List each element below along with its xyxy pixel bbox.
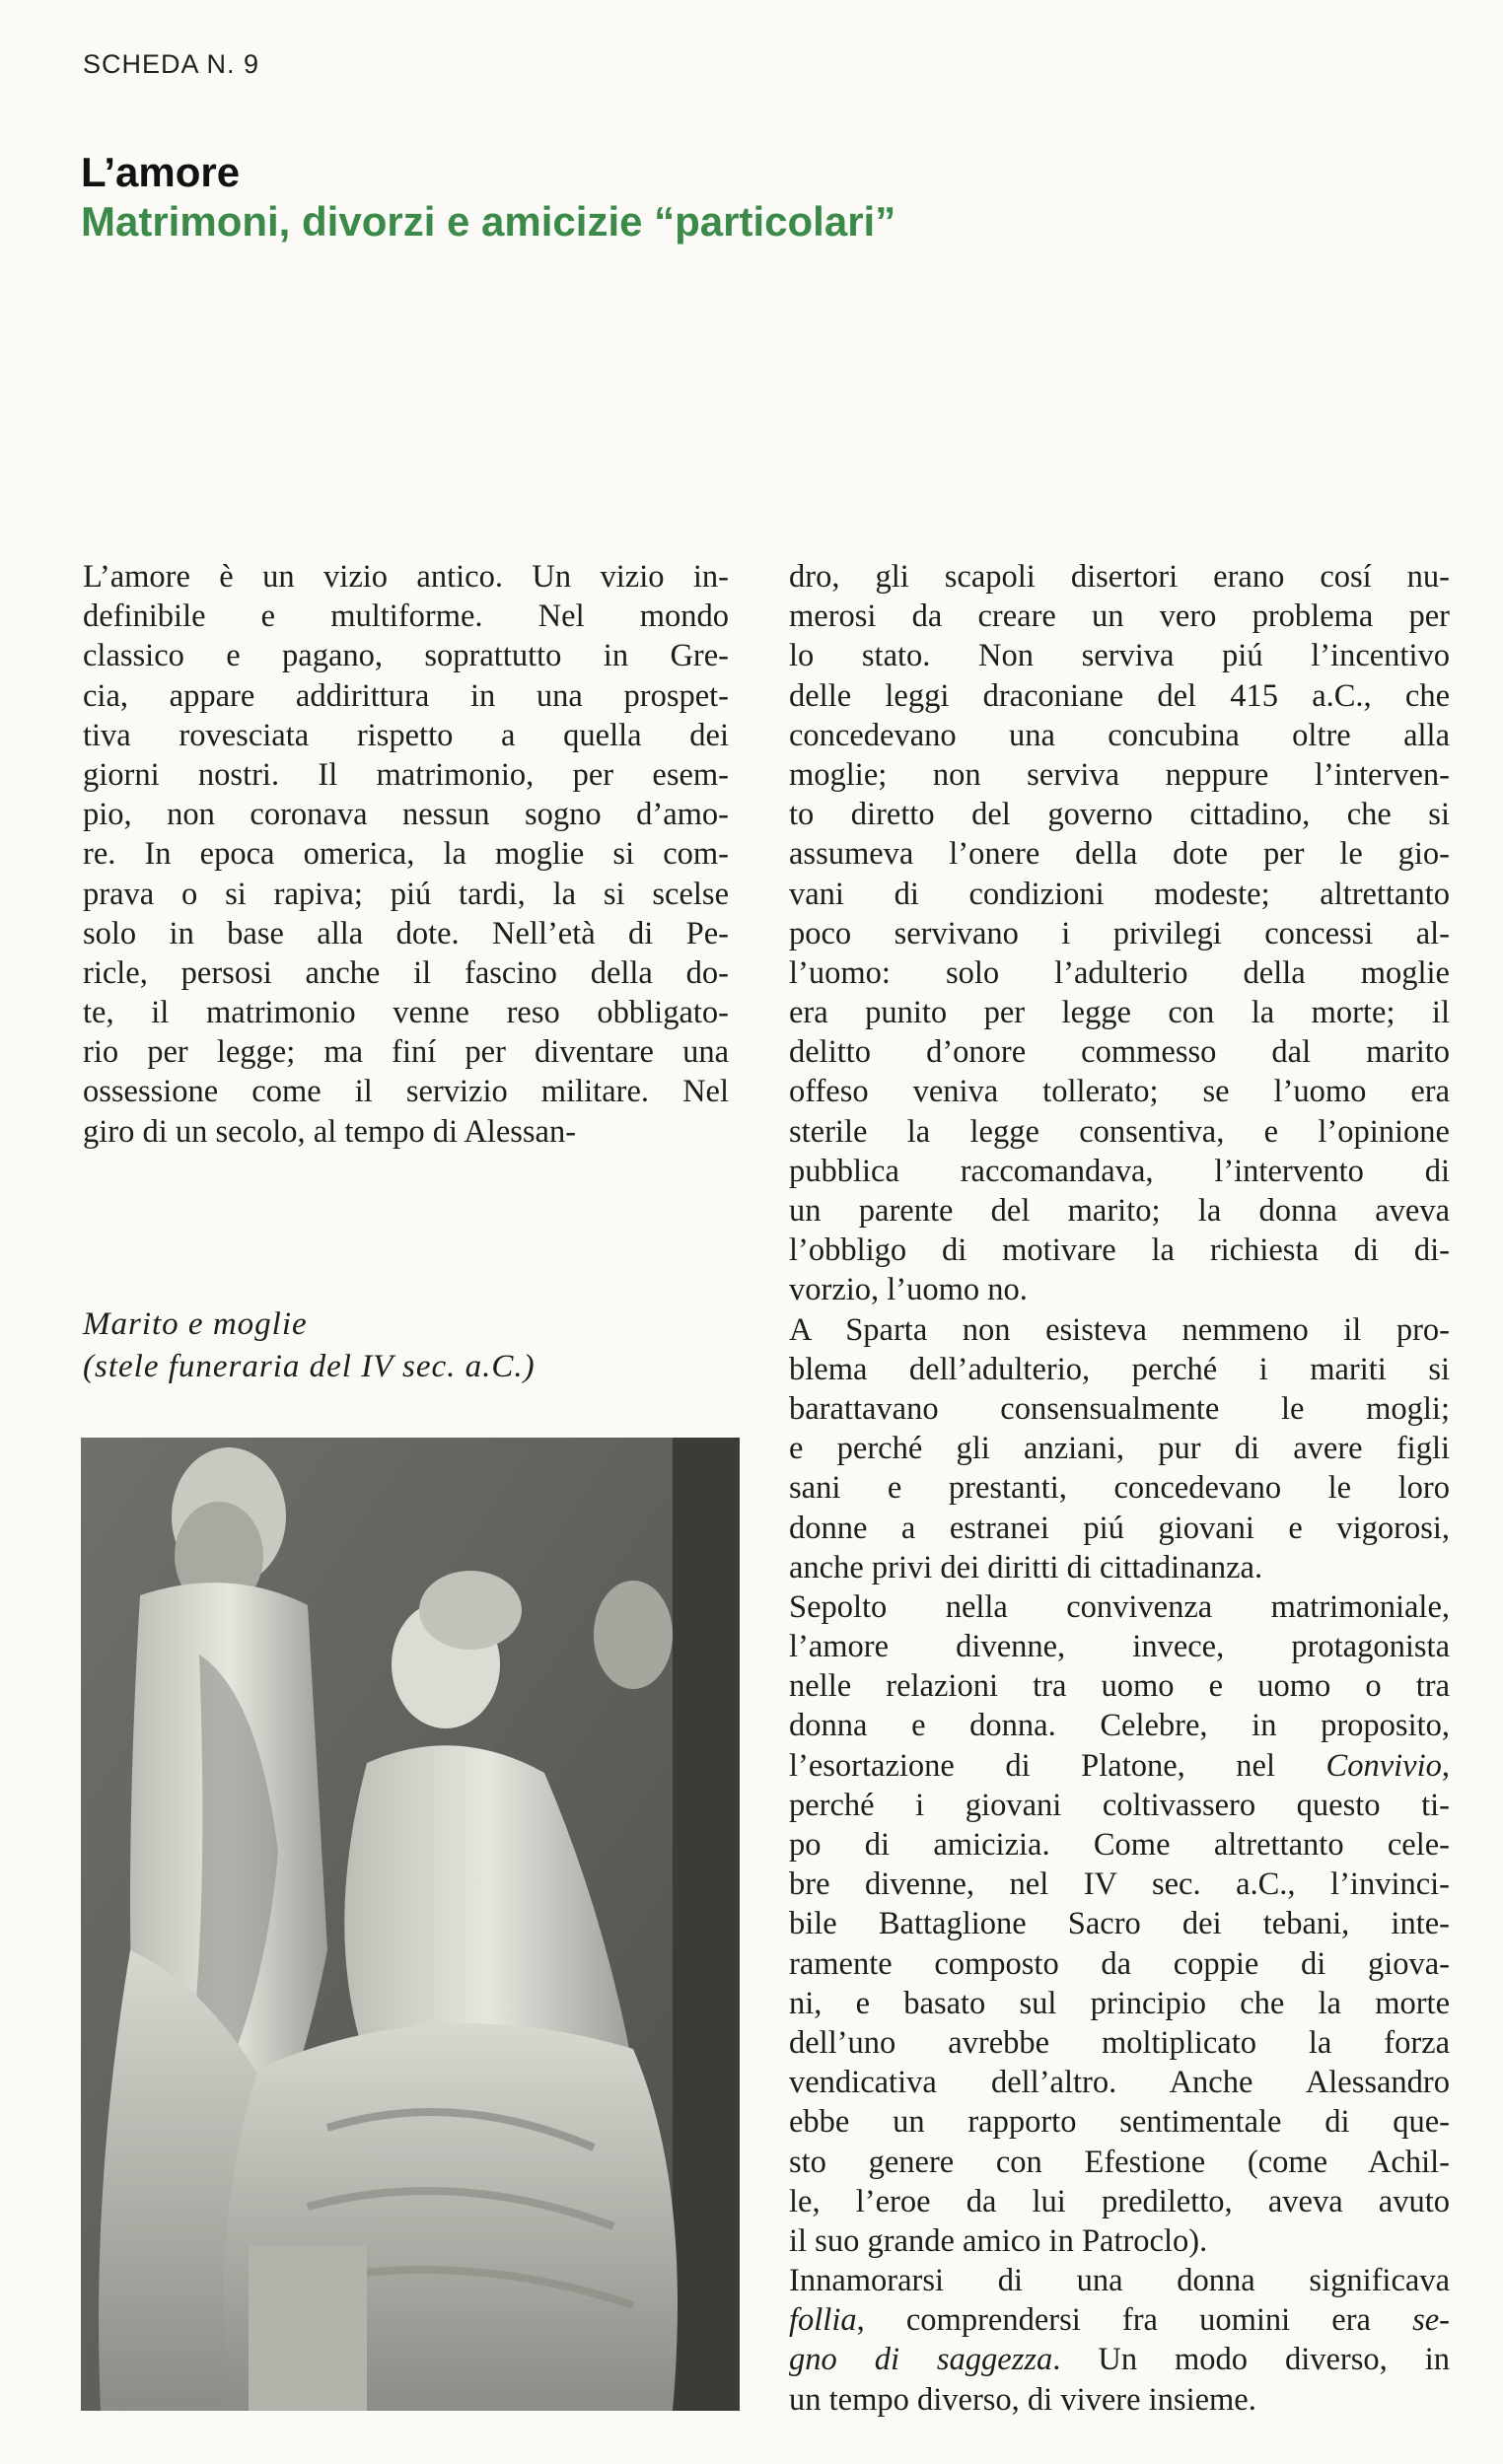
right-column-line: blema dell’adulterio, perché i mariti si [789, 1351, 1450, 1387]
right-column-line: nelle relazioni tra uomo e uomo o tra [789, 1668, 1450, 1705]
grave-stele-photo-icon [81, 1438, 740, 2411]
right-column-line: Sepolto nella convivenza matrimoniale, [789, 1588, 1450, 1625]
right-column-line: l’obbligo di motivare la richiesta di di- [789, 1232, 1450, 1269]
left-column-line: giro di un secolo, al tempo di Alessan- [83, 1113, 577, 1150]
left-column-line: tiva rovesciata rispetto a quella dei [83, 717, 729, 753]
right-column-line: donna e donna. Celebre, in proposito, [789, 1708, 1450, 1744]
right-column-line: delle leggi draconiane del 415 a.C., che [789, 677, 1450, 714]
right-column-line: assumeva l’onere della dote per le gio- [789, 836, 1450, 873]
right-column-line: un tempo diverso, di vivere insieme. [789, 2381, 1256, 2418]
right-column [789, 557, 1450, 2420]
right-column-line: un parente del marito; la donna aveva [789, 1193, 1450, 1229]
right-column-line: vendicativa dell’altro. Anche Alessandro [789, 2065, 1450, 2101]
left-column [83, 557, 729, 1152]
left-column-line: giorni nostri. Il matrimonio, per esem- [83, 756, 729, 793]
left-column-line: prava o si rapiva; piú tardi, la si scelse [83, 876, 729, 912]
caption-line-1: Marito e moglie [83, 1306, 308, 1342]
scheda-label: SCHEDA N. 9 [83, 49, 260, 79]
right-column-line: il suo grande amico in Patroclo). [789, 2222, 1208, 2259]
left-column-line: L’amore è un vizio antico. Un vizio in- [83, 559, 729, 595]
right-column-line: pubblica raccomandava, l’intervento di [789, 1153, 1450, 1189]
left-column-line: definibile e multiforme. Nel mondo [83, 598, 729, 635]
right-column-line: bile Battaglione Sacro dei tebani, inte- [789, 1906, 1450, 1942]
right-column-line: l’amore divenne, invece, protagonista [789, 1629, 1450, 1665]
right-column-line: moglie; non serviva neppure l’interven- [789, 756, 1450, 793]
right-column-line: bre divenne, nel IV sec. a.C., l’invinci- [789, 1866, 1450, 1903]
right-column-line: sto genere con Efestione (come Achil- [789, 2144, 1450, 2180]
right-column-line: vorzio, l’uomo no. [789, 1272, 1028, 1308]
left-column-line: classico e pagano, soprattutto in Gre- [83, 638, 729, 674]
right-column-line: era punito per legge con la morte; il [789, 995, 1450, 1031]
caption-line-2: (stele funeraria del IV sec. a.C.) [83, 1349, 536, 1384]
right-column-line: l’esortazione di Platone, nel Convivio, [789, 1747, 1450, 1784]
right-column-line: concedevano una concubina oltre alla [789, 717, 1450, 753]
right-column-line: perché i giovani coltivassero questo ti- [789, 1787, 1450, 1823]
right-column-line: l’uomo: solo l’adulterio della moglie [789, 954, 1450, 991]
right-column-line: anche privi dei diritti di cittadinanza. [789, 1549, 1263, 1585]
left-column-line: pio, non coronava nessun sogno d’amo- [83, 797, 729, 833]
left-column-line: te, il matrimonio venne reso obbligato- [83, 995, 729, 1031]
right-column-line: donne a estranei piú giovani e vigorosi, [789, 1510, 1450, 1546]
left-column-line: ossessione come il servizio militare. Nel [83, 1074, 729, 1110]
left-column-line: re. In epoca omerica, la moglie si com- [83, 836, 729, 873]
right-column-line: le, l’eroe da lui prediletto, aveva avuto [789, 2183, 1450, 2219]
right-column-line: offeso veniva tollerato; se l’uomo era [789, 1074, 1450, 1110]
right-column-line: A Sparta non esisteva nemmeno il pro- [789, 1311, 1450, 1348]
right-column-line: e perché gli anziani, pur di avere figli [789, 1431, 1450, 1467]
right-column-line: ramente composto da coppie di giova- [789, 1945, 1450, 1982]
right-column-line: delitto d’onore commesso dal marito [789, 1034, 1450, 1071]
stele-photo [81, 1438, 740, 2411]
left-column-line: cia, appare addirittura in una prospet- [83, 677, 729, 714]
right-column-line: po di amicizia. Come altrettanto cele- [789, 1827, 1450, 1863]
right-column-line: vani di condizioni modeste; altrettanto [789, 876, 1450, 912]
right-column-line: Innamorarsi di una donna significava [789, 2263, 1450, 2299]
right-column-line: follia, comprendersi fra uomini era se- [789, 2302, 1450, 2339]
page-title: L’amore [81, 149, 241, 195]
right-column-line: to diretto del governo cittadino, che si [789, 797, 1450, 833]
right-column-line: gno di saggezza. Un modo diverso, in [789, 2342, 1450, 2378]
right-column-line: dell’uno avrebbe moltiplicato la forza [789, 2024, 1450, 2061]
right-column-line: dro, gli scapoli disertori erano cosí nu- [789, 559, 1450, 595]
right-column-line: poco servivano i privilegi concessi al- [789, 915, 1450, 951]
right-column-line: ni, e basato sul principio che la morte [789, 1985, 1450, 2021]
right-column-line: merosi da creare un vero problema per [789, 598, 1450, 635]
left-column-line: rio per legge; ma finí per diventare una [83, 1034, 729, 1071]
image-caption [83, 1303, 729, 1388]
left-column-line: solo in base alla dote. Nell’età di Pe- [83, 915, 729, 951]
right-column-line: ebbe un rapporto sentimentale di que- [789, 2104, 1450, 2141]
right-column-line: sani e prestanti, concedevano le loro [789, 1470, 1450, 1507]
right-column-line: sterile la legge consentiva, e l’opinione [789, 1113, 1450, 1150]
right-column-line: lo stato. Non serviva piú l’incentivo [789, 638, 1450, 674]
page-subtitle: Matrimoni, divorzi e amicizie “particolari” [81, 198, 896, 245]
left-column-line: ricle, persosi anche il fascino della do- [83, 954, 729, 991]
right-column-line: barattavano consensualmente le mogli; [789, 1390, 1450, 1427]
